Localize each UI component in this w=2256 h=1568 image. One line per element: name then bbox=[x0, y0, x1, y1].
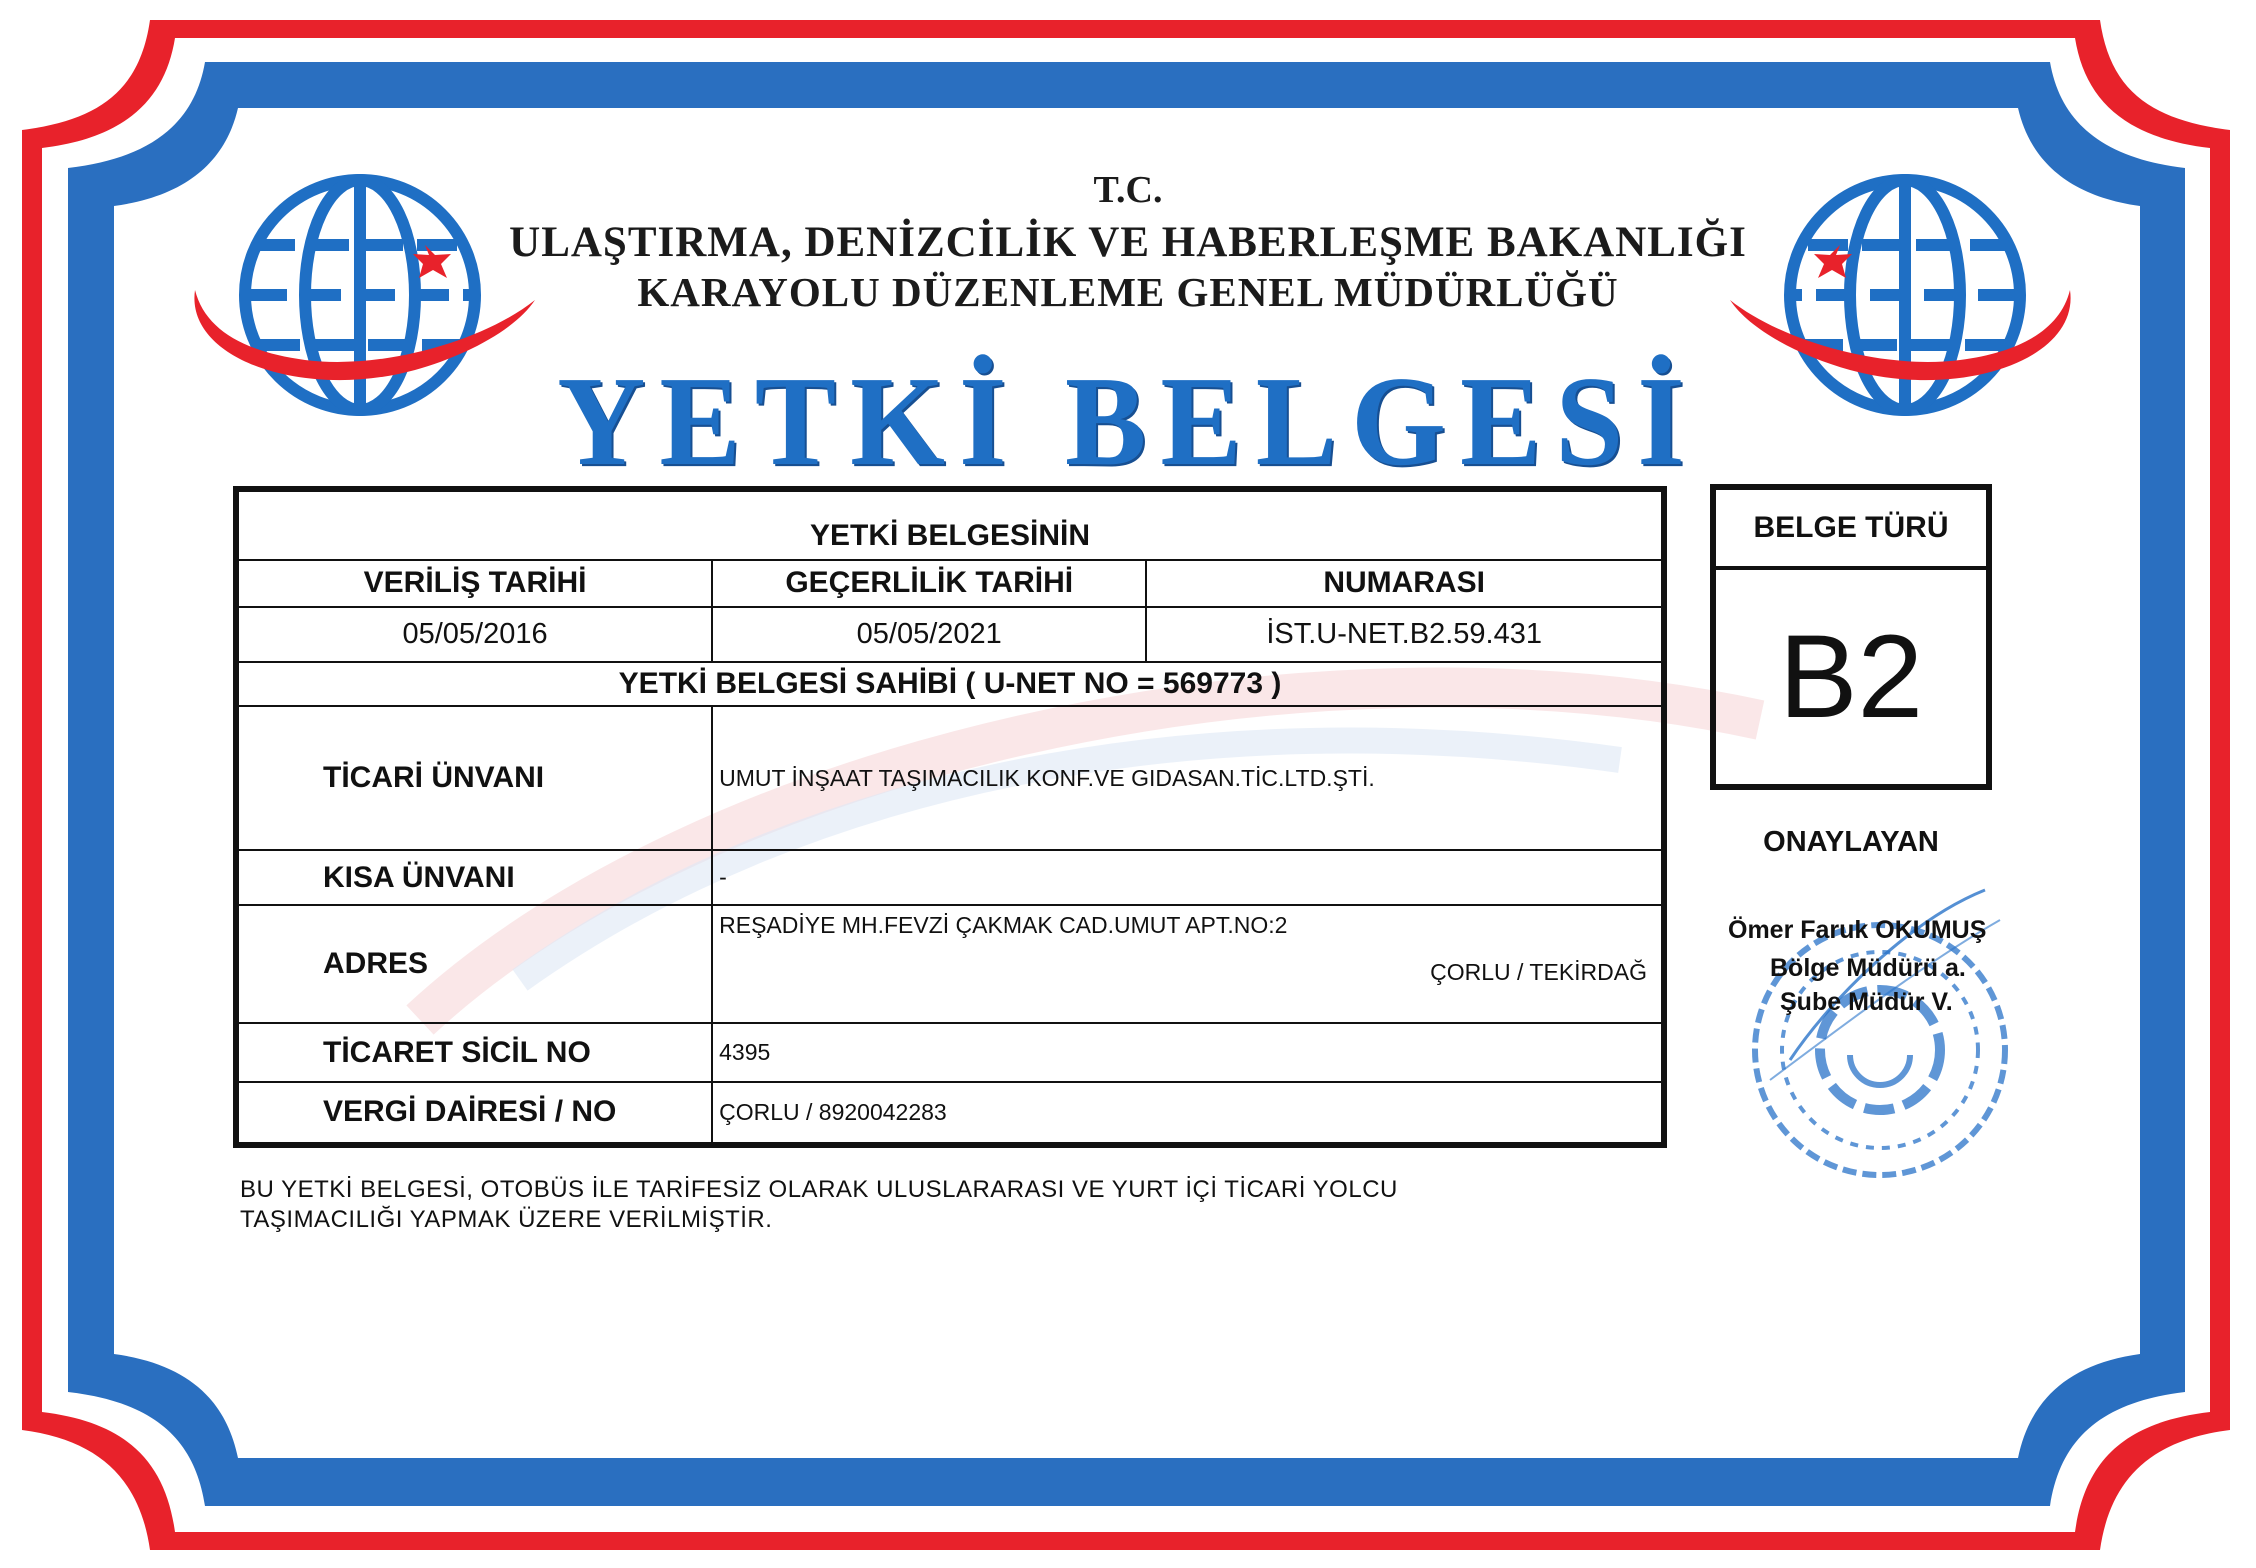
trade-name-label: TİCARİ ÜNVANI bbox=[236, 706, 712, 850]
document-type-box bbox=[1710, 484, 1992, 790]
certificate-table bbox=[233, 486, 1667, 1148]
col-header-issue-date: VERİLİŞ TARİHİ bbox=[236, 560, 712, 607]
footer-line-1: BU YETKİ BELGESİ, OTOBÜS İLE TARİFESİZ OLARAK ULUSLARARASI VE YURT İÇİ TİCARİ YOLCU bbox=[240, 1176, 1398, 1203]
document-type-value: B2 bbox=[1778, 611, 1924, 743]
tax-office-value: ÇORLU / 8920042283 bbox=[712, 1082, 1664, 1145]
address-label: ADRES bbox=[236, 905, 712, 1023]
header-tc: T.C. bbox=[1093, 169, 1163, 211]
document-type-label: BELGE TÜRÜ bbox=[1716, 490, 1986, 570]
tax-office-label: VERGİ DAİRESİ / NO bbox=[236, 1082, 712, 1145]
issue-date-value: 05/05/2016 bbox=[236, 607, 712, 662]
header-directorate: KARAYOLU DÜZENLEME GENEL MÜDÜRLÜĞÜ bbox=[637, 269, 1619, 315]
approver-title-2: Şube Müdür V. bbox=[1780, 988, 1953, 1016]
address-value bbox=[712, 905, 1664, 1023]
section-title: YETKİ BELGESİNİN bbox=[236, 489, 1664, 560]
footer-line-2: TAŞIMACILIĞI YAPMAK ÜZERE VERİLMİŞTİR. bbox=[240, 1206, 773, 1233]
holder-title: YETKİ BELGESİ SAHİBİ ( U-NET NO = 569773 ) bbox=[236, 662, 1664, 707]
certificate-number-value: İST.U-NET.B2.59.431 bbox=[1146, 607, 1664, 662]
header-ministry: ULAŞTIRMA, DENİZCİLİK VE HABERLEŞME BAKANLIĞI bbox=[509, 219, 1747, 266]
trade-registry-label: TİCARET SİCİL NO bbox=[236, 1023, 712, 1082]
approver-title-1: Bölge Müdürü a. bbox=[1770, 954, 1966, 982]
col-header-number: NUMARASI bbox=[1146, 560, 1664, 607]
address-line1: REŞADİYE MH.FEVZİ ÇAKMAK CAD.UMUT APT.NO:2 bbox=[719, 912, 1288, 939]
document-title: YETKİ BELGESİ bbox=[557, 350, 1699, 493]
trade-name-value: UMUT İNŞAAT TAŞIMACILIK KONF.VE GIDASAN.TİC.LTD.ŞTİ. bbox=[712, 706, 1664, 850]
approver-name: Ömer Faruk OKUMUŞ bbox=[1728, 916, 1987, 944]
col-header-validity-date: GEÇERLİLİK TARİHİ bbox=[712, 560, 1146, 607]
short-name-label: KISA ÜNVANI bbox=[236, 850, 712, 905]
short-name-value: - bbox=[712, 850, 1664, 905]
address-line2: ÇORLU / TEKİRDAĞ bbox=[1430, 959, 1647, 986]
trade-registry-value: 4395 bbox=[712, 1023, 1664, 1082]
validity-date-value: 05/05/2021 bbox=[712, 607, 1146, 662]
approval-label: ONAYLAYAN bbox=[1763, 826, 1939, 858]
